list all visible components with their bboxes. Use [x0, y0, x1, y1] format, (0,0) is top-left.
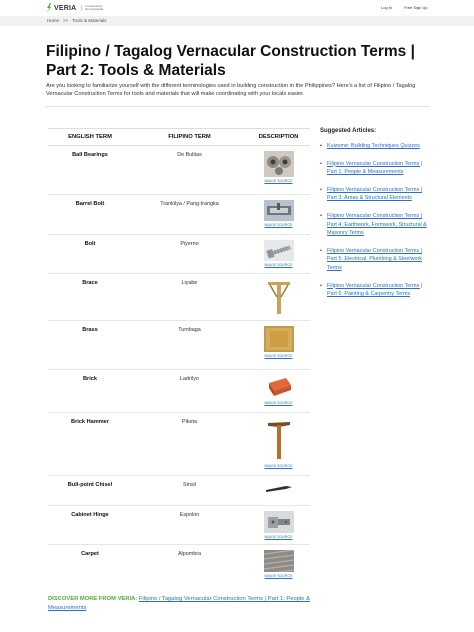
table-row — [48, 370, 310, 413]
image-source-link[interactable]: IMAGE SOURCE — [264, 354, 293, 358]
bullet-icon: • — [320, 282, 322, 289]
filipino-term: Ladrilyo — [180, 376, 199, 382]
list-item — [320, 247, 430, 273]
brand-name: VERIA — [54, 4, 77, 12]
image-source-link[interactable]: IMAGE SOURCE — [264, 574, 293, 578]
description-cell — [247, 476, 310, 505]
list-item — [320, 212, 430, 238]
chisel-icon — [264, 481, 294, 495]
description-cell — [247, 235, 310, 273]
suggested-article-link[interactable]: Filipino Vernacular Construction Terms | Part 1: People & Measurements — [327, 160, 423, 176]
header-filipino-term: FILIPINO TERM — [168, 134, 211, 140]
english-term: Bull-point Chisel — [67, 482, 113, 488]
list-item — [320, 186, 430, 203]
filipino-term: Piketa — [182, 419, 197, 425]
table-header — [48, 128, 310, 146]
bullet-icon: • — [320, 186, 322, 193]
table-row — [48, 195, 310, 235]
leaf-logo-icon — [45, 3, 52, 13]
header-english-term: ENGLISH TERM — [68, 134, 112, 140]
suggested-articles — [320, 128, 430, 308]
suggested-article-link[interactable]: Kuizeme: Building Techniques Quizzes — [327, 143, 420, 149]
suggested-article-link[interactable]: Filipino Vernacular Construction Terms | Part 6: Painting & Carpentry Terms — [327, 282, 423, 298]
description-cell — [247, 370, 310, 412]
list-item — [320, 282, 430, 299]
english-term: Brass — [82, 327, 98, 333]
description-cell — [247, 321, 310, 369]
description-cell — [247, 146, 310, 194]
brand-tagline-line1: Construction — [85, 3, 103, 8]
bullet-icon: • — [320, 212, 322, 219]
english-term: Barrel Bolt — [75, 201, 105, 207]
list-item — [320, 142, 430, 151]
table-row — [48, 545, 310, 582]
discover-more — [48, 595, 310, 613]
discover-more-label: DISCOVER MORE FROM VERIA: — [48, 596, 138, 602]
brass-icon — [264, 326, 294, 352]
cabinet-hinge-icon — [264, 511, 294, 533]
table-row — [48, 235, 310, 274]
filipino-term: Piyerno — [180, 241, 199, 247]
bullet-icon: • — [320, 143, 322, 149]
english-term: Bolt — [84, 241, 96, 247]
bullet-icon: • — [320, 160, 322, 167]
image-source-link[interactable]: IMAGE SOURCE — [264, 464, 293, 468]
english-term: Brick Hammer — [71, 419, 109, 425]
list-item — [320, 160, 430, 177]
brick-icon — [264, 375, 294, 399]
description-cell — [247, 545, 310, 582]
image-source-link[interactable]: IMAGE SOURCE — [264, 223, 293, 227]
filipino-term: Trankilya / Pang-trangka — [160, 201, 219, 207]
english-term: Cabinet Hinge — [71, 512, 109, 518]
table-row — [48, 146, 310, 195]
english-term: Brace — [82, 280, 98, 286]
header-description: DESCRIPTION — [258, 134, 299, 140]
page-title: Filipino / Tagalog Vernacular Construction Terms | Part 2: Tools & Materials — [46, 43, 415, 79]
site-logo[interactable] — [45, 3, 103, 13]
brand-tagline — [81, 5, 103, 12]
divider — [46, 106, 430, 107]
breadcrumb-separator: >> — [63, 18, 69, 23]
english-term: Carpet — [81, 551, 99, 557]
table-row — [48, 506, 310, 545]
breadcrumb — [47, 18, 107, 23]
terms-table — [48, 128, 310, 582]
article-intro: Are you looking to familiarize yourself with the different terminologies used in building construction in the Philippines? Here's a list of Filipino / Tagalog Vernacular Construction Terms for tools and materials that will make coordinating with your locals easier. — [46, 83, 416, 97]
image-source-link[interactable]: IMAGE SOURCE — [264, 179, 293, 183]
description-cell — [247, 195, 310, 234]
filipino-term: Alpombra — [177, 551, 202, 557]
discover-more-link[interactable]: Filipino / Tagalog Vernacular Construction Terms | Part 1: People & Measurements — [48, 596, 310, 611]
brace-icon — [264, 279, 294, 315]
image-source-link[interactable]: IMAGE SOURCE — [264, 535, 293, 539]
english-term: Ball Bearings — [72, 152, 108, 158]
login-link[interactable]: Log In — [381, 5, 393, 10]
top-navbar — [0, 0, 474, 16]
filipino-term: Sinsil — [183, 482, 196, 488]
description-cell — [247, 506, 310, 544]
filipino-term: Tumbaga — [178, 327, 201, 333]
table-row — [48, 413, 310, 476]
suggested-articles-list — [320, 142, 430, 299]
description-cell — [247, 413, 310, 475]
filipino-term: Liyabe — [181, 280, 198, 286]
image-source-link[interactable]: IMAGE SOURCE — [264, 263, 293, 267]
table-row — [48, 476, 310, 506]
bullet-icon: • — [320, 247, 322, 254]
suggested-article-link[interactable]: Filipino Vernacular Construction Terms | Part 3: Areas & Structural Elements — [327, 186, 423, 202]
bolt-icon — [264, 240, 294, 261]
carpet-icon — [264, 550, 294, 572]
brick-hammer-icon — [264, 418, 294, 462]
breadcrumb-home[interactable]: Home — [47, 18, 60, 23]
suggested-article-link[interactable]: Filipino Vernacular Construction Terms | Part 4: Earthwork, Formwork, Structural & Masonry Terms — [327, 212, 427, 237]
image-source-link[interactable]: IMAGE SOURCE — [264, 401, 293, 405]
table-row — [48, 274, 310, 321]
table-row — [48, 321, 310, 370]
ball-bearings-icon — [264, 151, 294, 177]
english-term: Brick — [83, 376, 97, 382]
suggested-article-link[interactable]: Filipino Vernacular Construction Terms | Part 5: Electrical, Plumbing & Steelwork Terms — [327, 247, 423, 271]
brand-tagline-line2: Encyclopedia — [85, 7, 104, 11]
description-cell — [247, 274, 310, 320]
filipino-term: Espolon — [179, 512, 200, 518]
breadcrumb-bar — [0, 16, 474, 26]
signup-link[interactable]: Free Sign Up — [404, 5, 428, 10]
barrel-bolt-icon — [264, 200, 294, 221]
filipino-term: De Bulitas — [177, 152, 202, 158]
suggested-articles-title: Suggested Articles: — [320, 128, 377, 134]
breadcrumb-current: Tools & Materials — [72, 18, 107, 23]
